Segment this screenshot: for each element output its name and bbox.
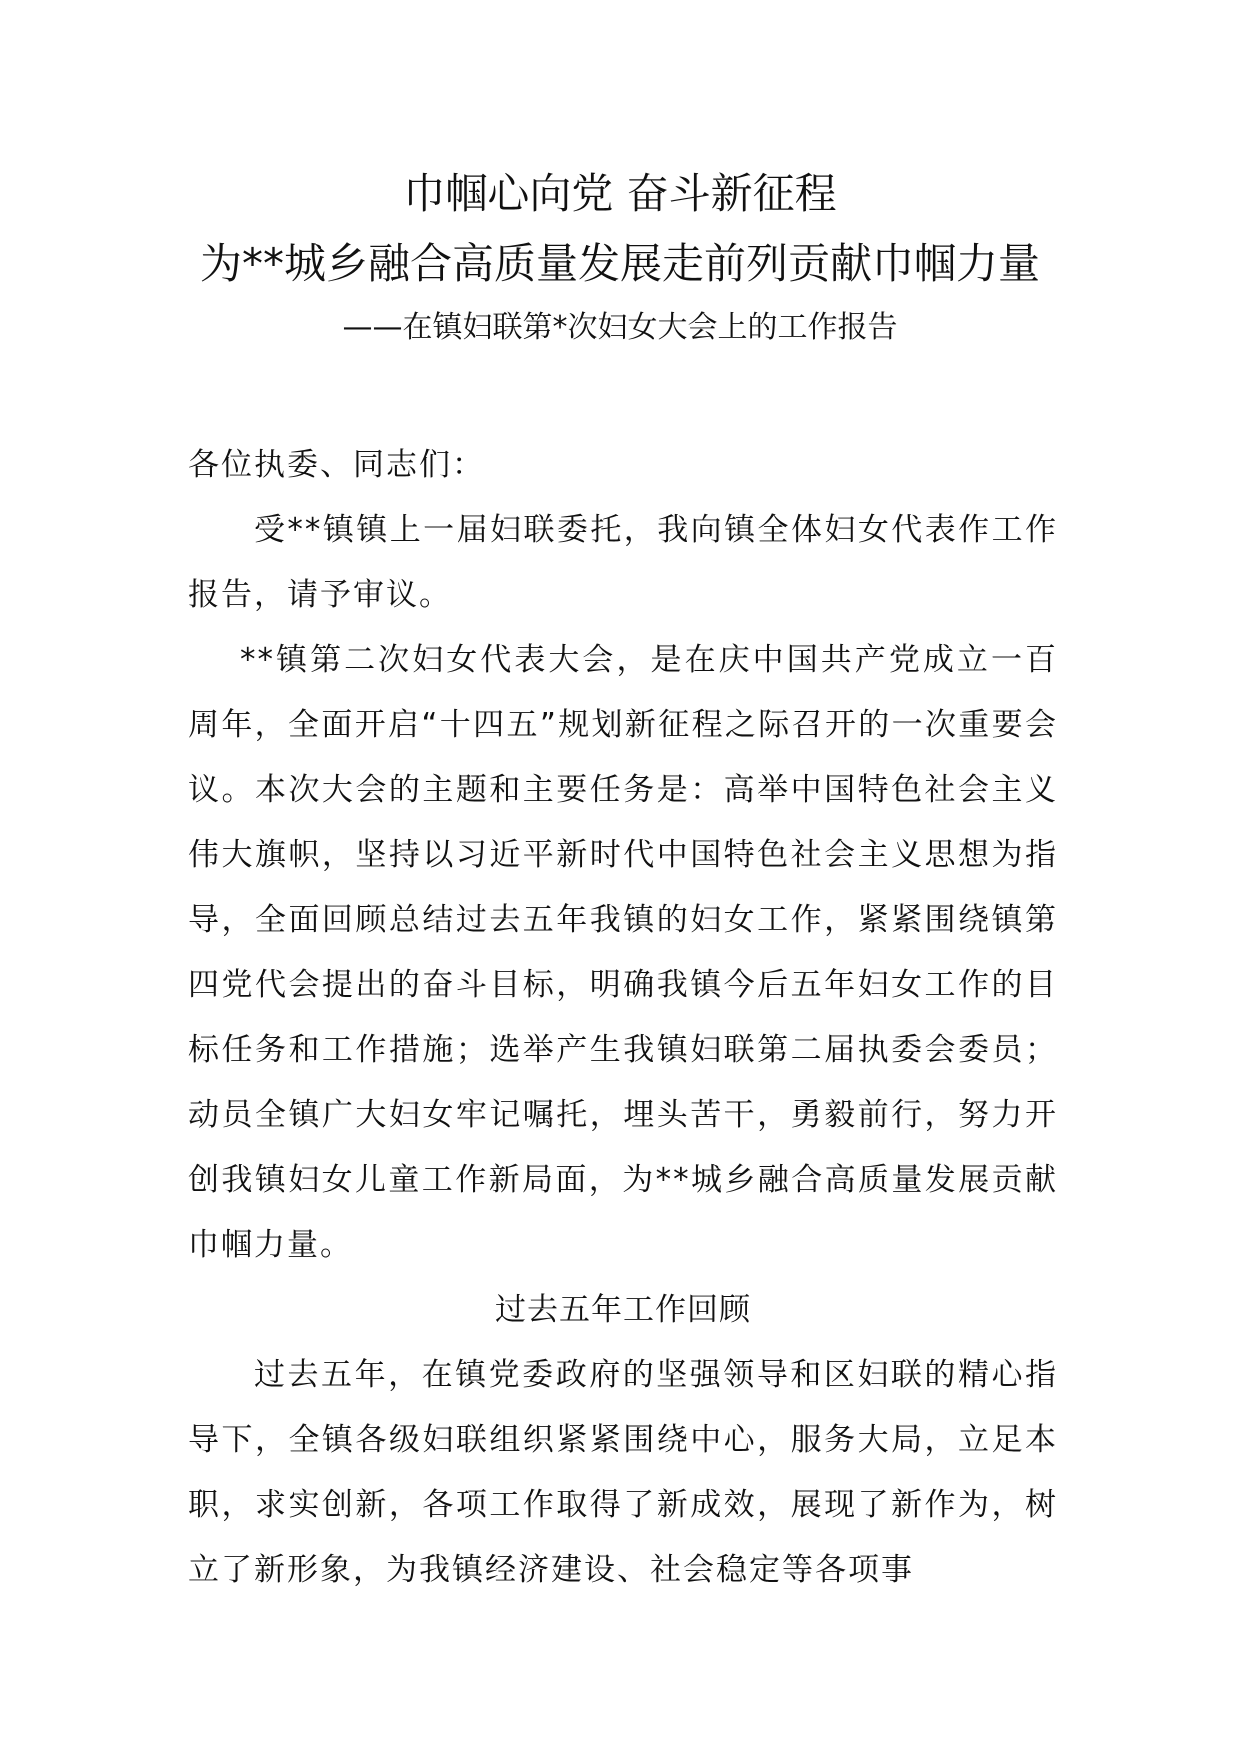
section-paragraph: 过去五年，在镇党委政府的坚强领导和区妇联的精心指导下，全镇各级妇联组织紧紧围绕中心，服务大局，立足本职，求实创新，各项工作取得了新成效，展现了新作为，树立了新形象，为我镇经济建设、社会稳定等各项事 [188, 1357, 1058, 1588]
paragraph-1: 受**镇镇上一届妇联委托，我向镇全体妇女代表作工作报告，请予审议。 [188, 512, 1058, 613]
section-heading: 过去五年工作回顾 [495, 1292, 751, 1328]
document-body [188, 433, 1058, 1603]
salutation: 各位执委、同志们： [188, 447, 485, 483]
document-title-line-1: 巾帼心向党 奋斗新征程 [403, 169, 837, 218]
paragraph-2: **镇第二次妇女代表大会，是在庆中国共产党成立一百周年，全面开启“十四五”规划新征程之际召开的一次重要会议。本次大会的主题和主要任务是：高举中国特色社会主义伟大旗帜，坚持以习近平新时代中国特色社会主义思想为指导，全面回顾总结过去五年我镇的妇女工作，紧紧围绕镇第四党代会提出的奋斗目标，明确我镇今后五年妇女工作的目标任务和工作措施；选举产生我镇妇联第二届执委会委员；动员全镇广大妇女牢记嘱托，埋头苦干，勇毅前行，努力开创我镇妇女儿童工作新局面，为**城乡融合高质量发展贡献巾帼力量。 [188, 642, 1058, 1263]
document-title-line-2: 为**城乡融合高质量发展走前列贡献巾帼力量 [199, 239, 1040, 288]
document-subtitle: ——在镇妇联第*次妇女大会上的工作报告 [342, 310, 898, 345]
